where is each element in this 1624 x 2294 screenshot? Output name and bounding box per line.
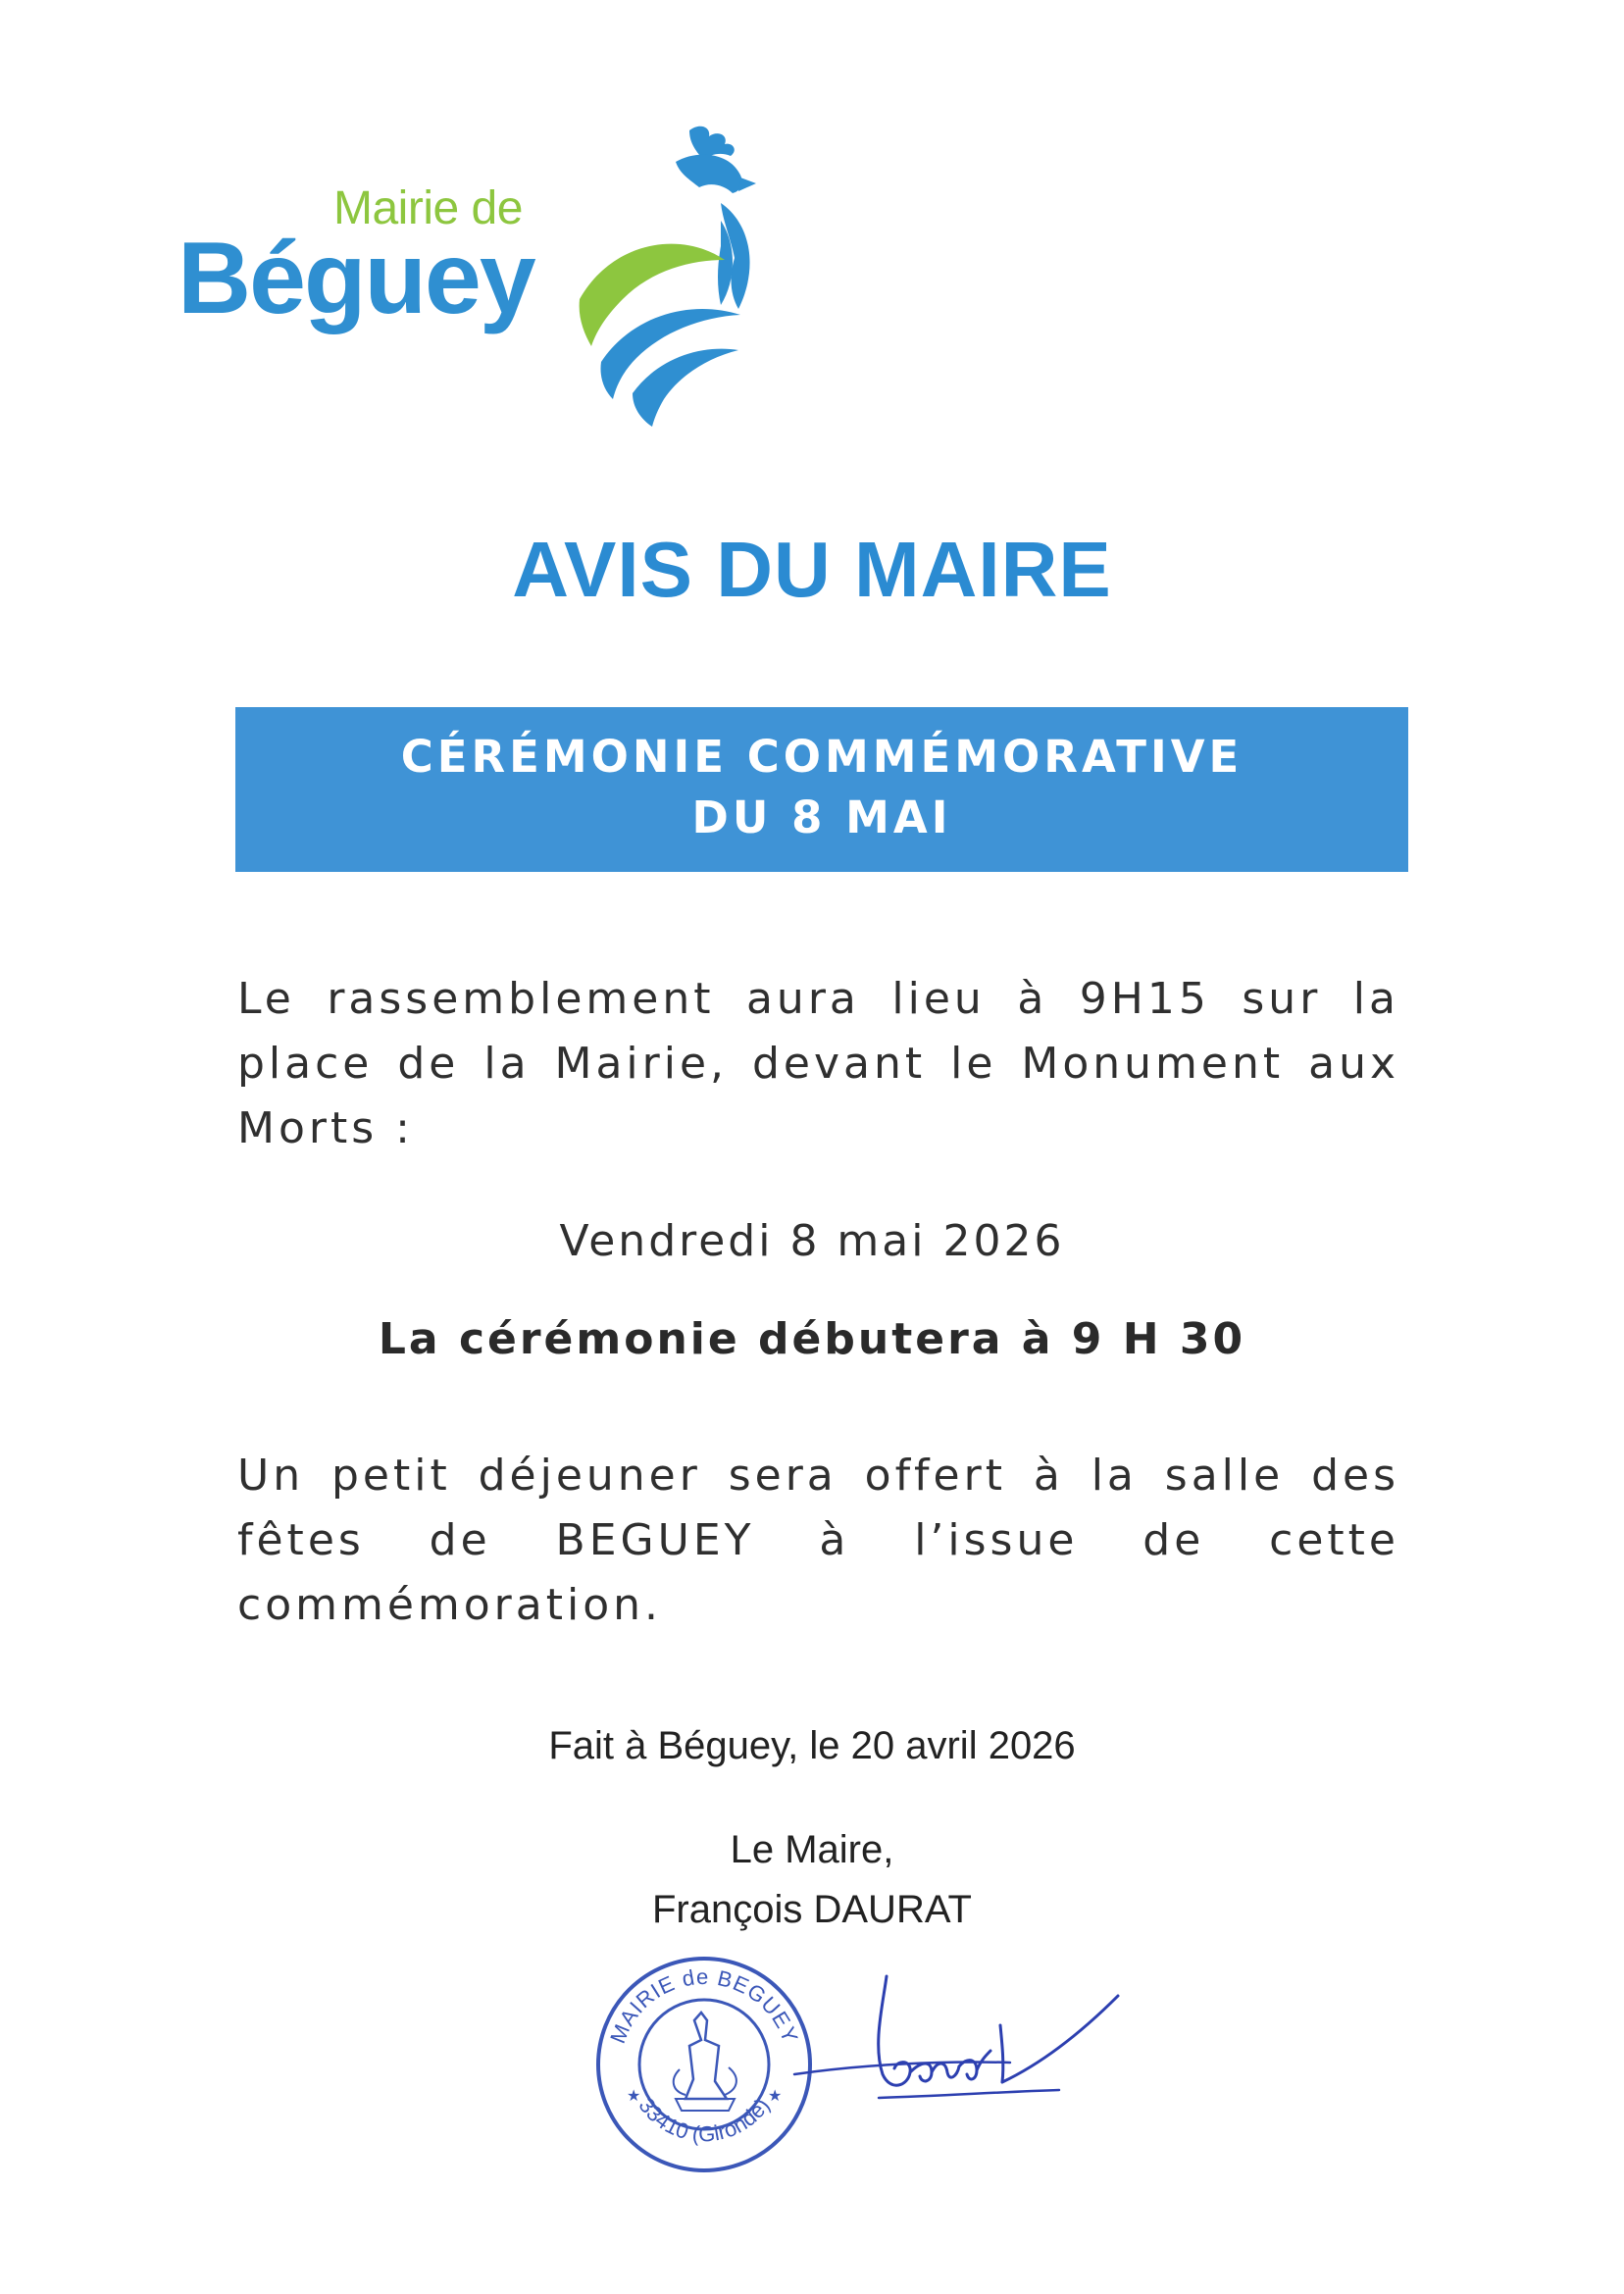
signatory-name: François DAURAT <box>652 1888 972 1931</box>
event-date: Vendredi 8 mai 2026 <box>559 1216 1065 1266</box>
svg-text:33410 (Gironde): 33410 (Gironde) <box>634 2093 775 2147</box>
page-title: AVIS DU MAIRE <box>512 526 1112 613</box>
svg-text:★: ★ <box>627 2086 641 2105</box>
ceremony-start-time: La cérémonie débutera à 9 H 30 <box>378 1314 1246 1364</box>
ceremony-banner <box>235 707 1408 872</box>
logo-text-line2: Béguey <box>178 222 534 335</box>
mairie-logo <box>172 123 799 427</box>
gathering-paragraph: Le rassemblement aura lieu à 9H15 sur la place de la Mairie, devant le Monument aux Morts : <box>237 974 1399 1153</box>
mayor-signature-icon <box>785 1966 1177 2163</box>
banner-line1: CÉRÉMONIE COMMÉMORATIVE <box>400 731 1243 783</box>
breakfast-paragraph: Un petit déjeuner sera offert à la salle des fêtes de BEGUEY à l’issue de cette commémoration. <box>237 1451 1399 1630</box>
place-and-date: Fait à Béguey, le 20 avril 2026 <box>548 1724 1076 1767</box>
banner-line2: DU 8 MAI <box>691 791 952 843</box>
mairie-stamp-icon <box>591 1952 817 2177</box>
logo-text-line1: Mairie de <box>333 182 523 234</box>
svg-text:★: ★ <box>768 2086 783 2105</box>
rooster-logo-icon <box>574 123 799 427</box>
signatory-role: Le Maire, <box>730 1828 894 1871</box>
svg-text:MAIRIE de BEGUEY: MAIRIE de BEGUEY <box>605 1963 803 2047</box>
